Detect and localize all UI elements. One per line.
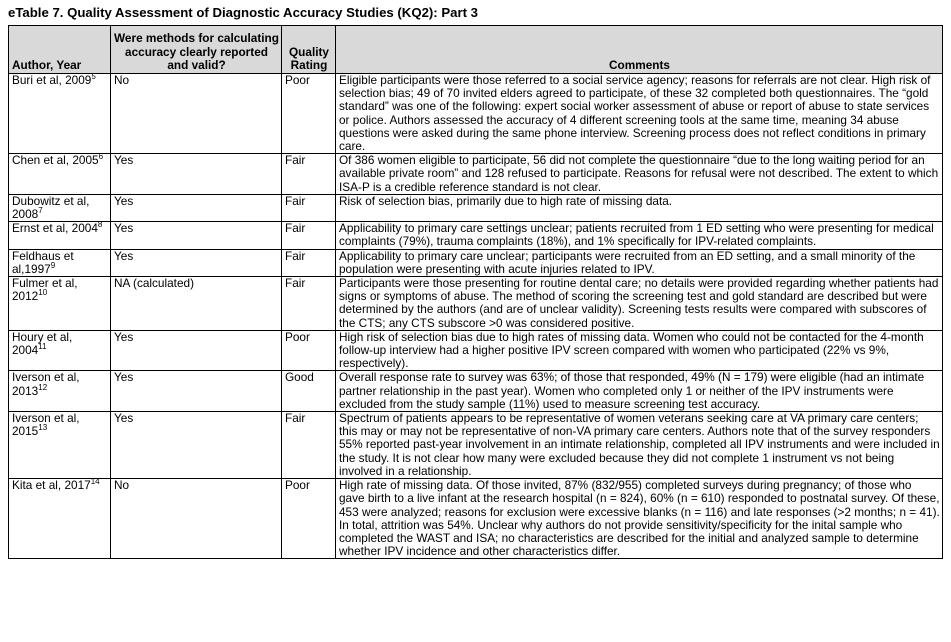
table-row	[9, 222, 943, 249]
reference-number: 8	[97, 221, 103, 230]
reference-number: 11	[38, 342, 47, 352]
cell-methods: Yes	[111, 222, 282, 249]
header-quality-rating: Quality Rating	[282, 26, 336, 74]
cell-quality-rating: Poor	[282, 74, 336, 154]
cell-author-year	[9, 277, 111, 331]
table-title: eTable 7. Quality Assessment of Diagnostic Accuracy Studies (KQ2): Part 3	[8, 5, 479, 20]
table-row	[9, 74, 943, 154]
reference-number: 7	[38, 206, 43, 216]
cell-author-year	[9, 330, 111, 371]
author-year-text: Kita et al, 2017	[12, 478, 91, 493]
cell-author-year	[9, 371, 111, 412]
cell-quality-rating: Poor	[282, 330, 336, 371]
cell-author-year	[9, 479, 111, 559]
cell-author-year	[9, 154, 111, 195]
table-row	[9, 277, 943, 331]
cell-quality-rating: Fair	[282, 154, 336, 195]
cell-quality-rating: Fair	[282, 194, 336, 221]
quality-assessment-table	[8, 25, 943, 559]
table-header-row	[9, 26, 943, 74]
header-author-year: Author, Year	[9, 26, 111, 74]
header-comments: Comments	[336, 26, 943, 74]
cell-methods: Yes	[111, 330, 282, 371]
cell-methods: Yes	[111, 371, 282, 412]
reference-number: 6	[98, 153, 104, 162]
reference-number: 5	[91, 73, 96, 82]
table-row	[9, 154, 943, 195]
reference-number: 12	[38, 382, 48, 392]
reference-number: 10	[38, 288, 48, 298]
author-year-text: Fulmer et al, 2012	[12, 276, 78, 304]
reference-number: 13	[38, 423, 48, 433]
cell-methods: NA (calculated)	[111, 277, 282, 331]
cell-comments: High risk of selection bias due to high rates of missing data. Women who could not be contacted for the 4-month follow-up interview had a higher positive IPV screen compared with women who participated (22% vs 9%, respectively).	[336, 330, 943, 371]
table-row	[9, 371, 943, 412]
author-year-text: Feldhaus et al,1997	[12, 249, 74, 276]
table-row	[9, 479, 943, 559]
author-year-text: Buri et al, 2009	[12, 73, 92, 87]
table-row	[9, 412, 943, 479]
cell-methods: Yes	[111, 249, 282, 276]
cell-methods: No	[111, 479, 282, 559]
author-year-text: Iverson et al, 2015	[12, 411, 80, 439]
cell-comments: Of 386 women eligible to participate, 56 did not complete the questionnaire “due to the long waiting period for an available private room” and 128 refused to participate. Reasons for refusal were not described. The extent to which ISA-P is a credible reference standard is not clear.	[336, 154, 943, 195]
cell-methods: No	[111, 74, 282, 154]
cell-author-year	[9, 74, 111, 154]
author-year-text: Iverson et al, 2013	[12, 370, 80, 398]
table-row	[9, 249, 943, 276]
table-row	[9, 194, 943, 221]
cell-author-year	[9, 249, 111, 276]
cell-quality-rating: Fair	[282, 222, 336, 249]
cell-quality-rating: Good	[282, 371, 336, 412]
cell-comments: Spectrum of patients appears to be representative of women veterans seeking care at VA primary care centers; this may or may not be representative of non-VA primary care centers. Authors note that of the survey responders 55% reported past-year involvement in an intimate relationship, completed all IPV instruments and were included in the study. It is not clear how many were excluded because they did not complete 1 instrument vs not being involved in a relationship.	[336, 412, 943, 479]
cell-comments: Participants were those presenting for routine dental care; no details were provided regarding whether patients had signs or symptoms of abuse. The method of scoring the screening test and gold standard are described but were determined by the authors (and are of unclear validity). Screening tests results were compared with subscores of the CTS; any CTS subscore >0 was considered positive.	[336, 277, 943, 331]
reference-number: 14	[90, 478, 100, 487]
author-year-text: Dubowitz et al, 2008	[12, 194, 90, 222]
cell-quality-rating: Fair	[282, 412, 336, 479]
author-year-text: Houry et al, 2004	[12, 330, 73, 358]
cell-quality-rating: Fair	[282, 249, 336, 276]
header-methods: Were methods for calculating accuracy clearly reported and valid?	[111, 26, 282, 74]
cell-quality-rating: Poor	[282, 479, 336, 559]
cell-author-year	[9, 194, 111, 221]
table-body	[9, 74, 943, 559]
cell-author-year	[9, 222, 111, 249]
cell-methods: Yes	[111, 412, 282, 479]
reference-number: 9	[50, 260, 56, 270]
cell-comments: Risk of selection bias, primarily due to high rate of missing data.	[336, 194, 943, 221]
cell-comments: Overall response rate to survey was 63%; of those that responded, 49% (N = 179) were eligible (had an intimate partner relationship in the past year). Women who completed only 1 or neither of the IPV instruments were excluded from the study sample (11%) used to measure screening test accuracy.	[336, 371, 943, 412]
cell-comments: Applicability to primary care unclear; participants were recruited from an ED setting, and a small minority of the population were presenting with acute injuries related to IPV.	[336, 249, 943, 276]
cell-comments: Applicability to primary care settings unclear; patients recruited from 1 ED setting who were presenting for medical complaints (79%), trauma complaints (18%), and 1% specifically for IPV-related complaints.	[336, 222, 943, 249]
cell-comments: High rate of missing data. Of those invited, 87% (832/955) completed surveys during pregnancy; of those who gave birth to a live infant at the research hospital (n = 824), 60% (n = 610) responded to postnatal survey. Of these, 453 were analyzed; reasons for exclusion were excessive blanks (n = 116) and late responses (>2 months; n = 41). In total, attrition was 54%. Unclear why authors do not provide sensitivity/specificity for the inital sample who completed the WAST and ISA; no characteristics are described for the initial and analyzed sample to determine whether IPV incidence and other characteristics differ.	[336, 479, 943, 559]
table-row	[9, 330, 943, 371]
cell-quality-rating: Fair	[282, 277, 336, 331]
author-year-text: Ernst et al, 2004	[12, 221, 98, 236]
cell-author-year	[9, 412, 111, 479]
cell-comments: Eligible participants were those referred to a social service agency; reasons for referrals are not clear. High risk of selection bias; 49 of 70 invited elders agreed to participate, of these 32 completed both questionnaires. The “gold standard” was one of the following: expert social worker assessment of abuse or report of abuse to state services or police. Authors assessed the accuracy of 4 different screening tools at the same time, meaning 34 abuse questions were asked during the same phone interview. Screening process does not reflect conditions in primary care.	[336, 74, 943, 154]
cell-methods: Yes	[111, 154, 282, 195]
author-year-text: Chen et al, 2005	[12, 153, 99, 168]
cell-methods: Yes	[111, 194, 282, 221]
